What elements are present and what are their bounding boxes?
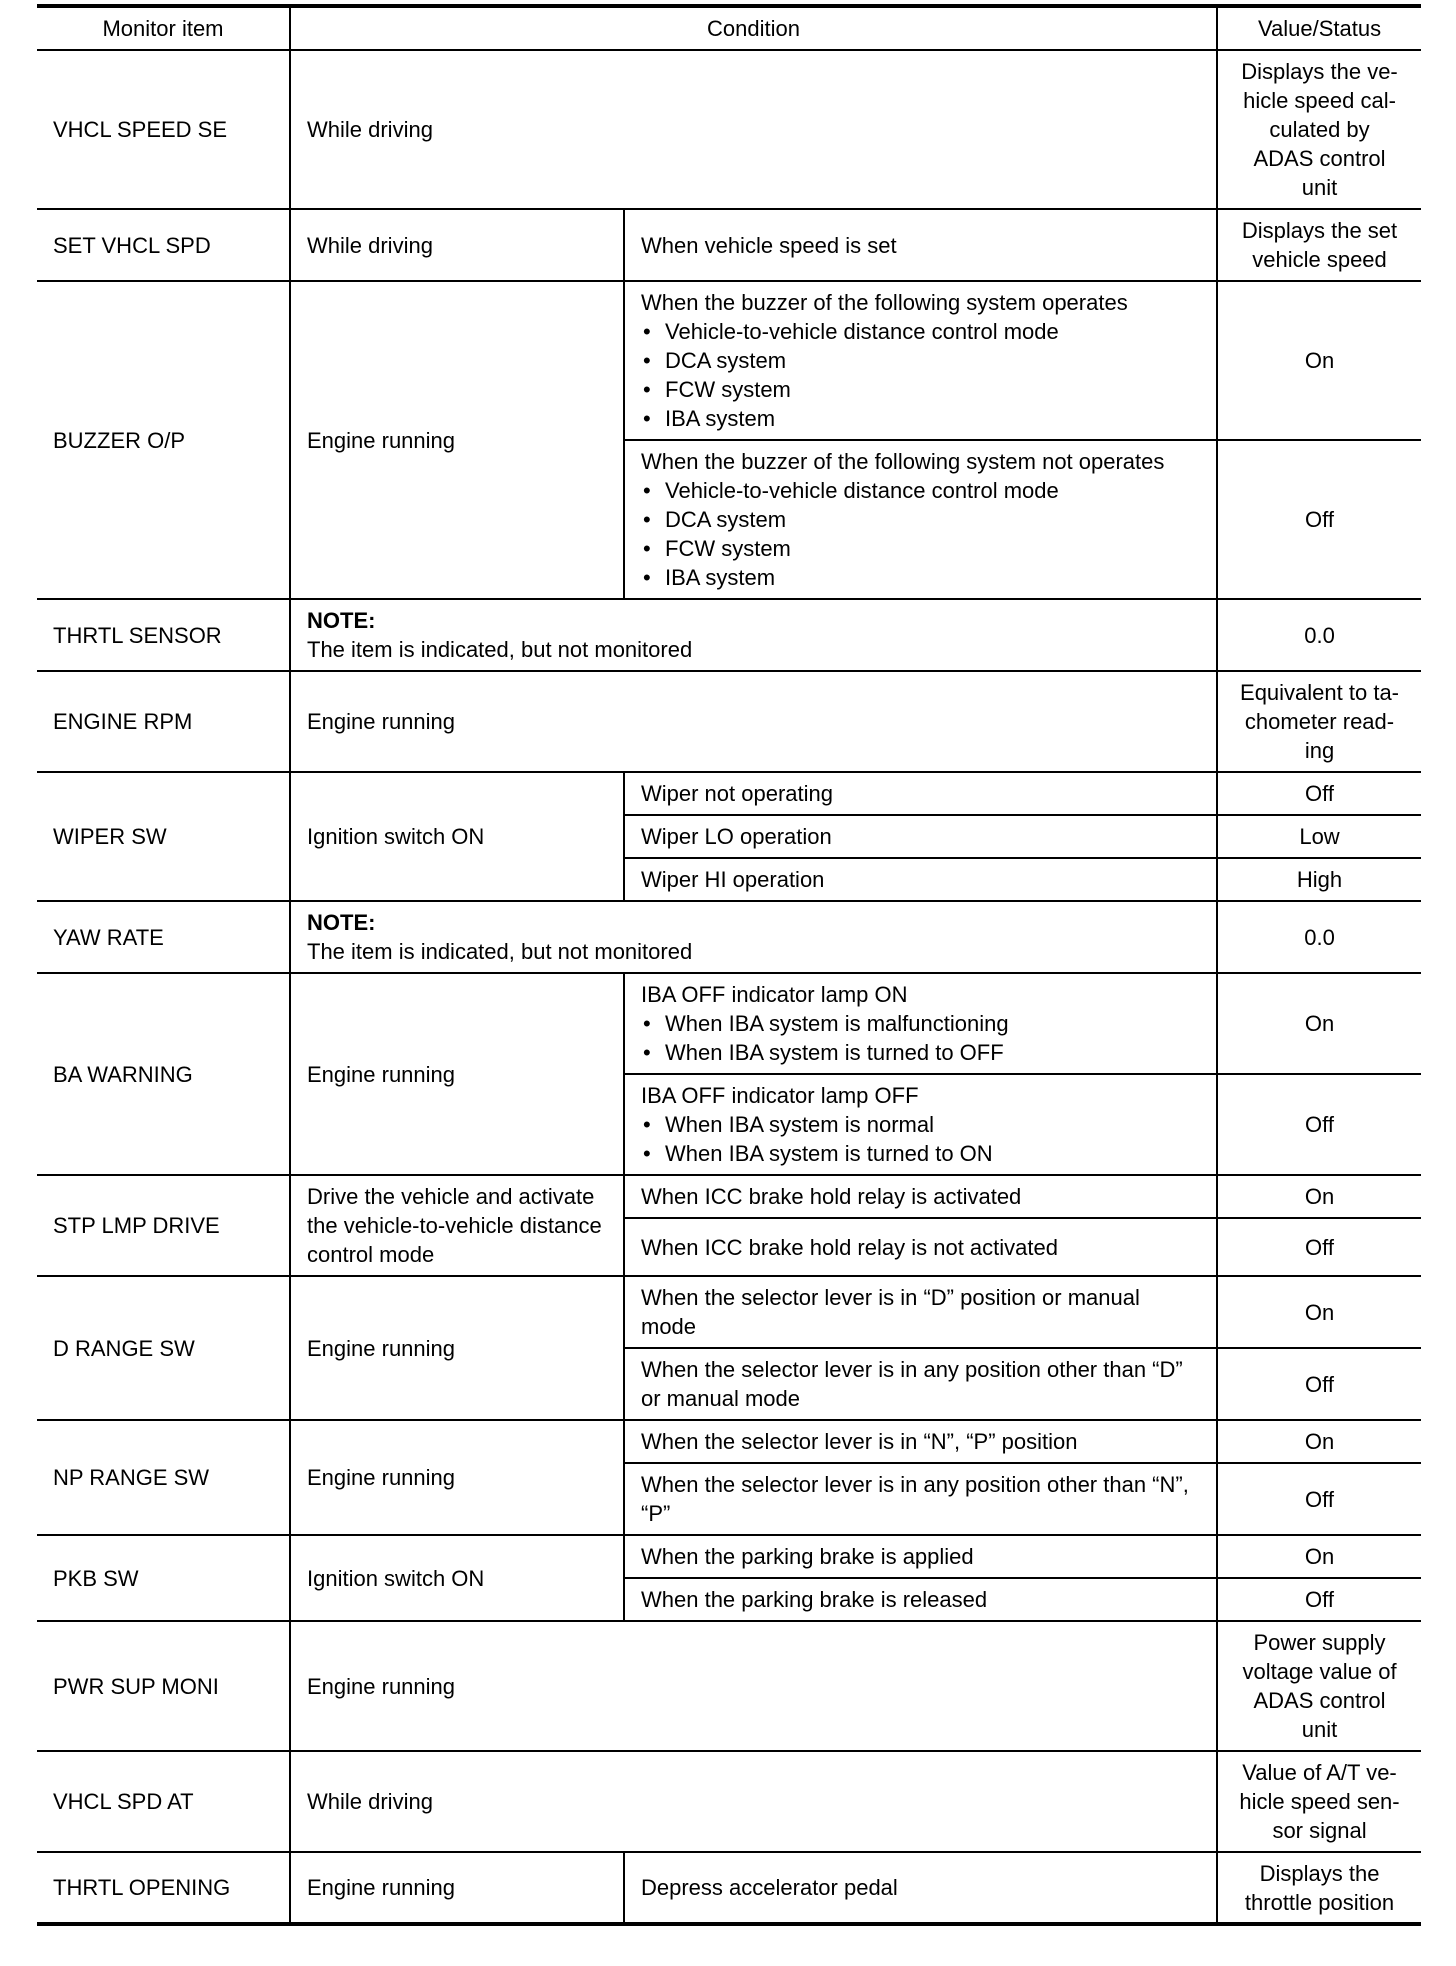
sub-condition: Wiper not operating [624, 772, 1217, 815]
text-line: Power supply [1253, 1630, 1386, 1655]
bullet-icon: • [643, 377, 651, 402]
text-line: hicle speed cal- [1243, 88, 1396, 113]
monitor-item: D RANGE SW [37, 1276, 290, 1420]
bullet-item [641, 346, 1204, 375]
value-status: Off [1217, 1578, 1421, 1621]
sub-condition: When ICC brake hold relay is not activated [624, 1218, 1217, 1276]
value-status: Off [1217, 1348, 1421, 1420]
text-line: When the selector lever is in any position other than “D” [641, 1357, 1183, 1382]
monitor-item: YAW RATE [37, 901, 290, 973]
condition-lead: When the buzzer of the following system operates [641, 290, 1128, 315]
condition-note [290, 599, 1217, 671]
monitor-item: BUZZER O/P [37, 281, 290, 599]
monitor-table-sheet [37, 4, 1421, 1926]
bullet-item [641, 1009, 1204, 1038]
table-row [37, 1621, 1421, 1751]
bullet-icon: • [643, 1141, 651, 1166]
monitor-item: VHCL SPD AT [37, 1751, 290, 1852]
value-status: Off [1217, 1218, 1421, 1276]
bullet-text: Vehicle-to-vehicle distance control mode [665, 478, 1059, 503]
value-status [1217, 50, 1421, 209]
bullet-text: IBA system [665, 406, 776, 431]
text-line: Displays the set [1241, 218, 1398, 243]
text-line: vehicle speed [1252, 247, 1387, 272]
sub-condition: Wiper LO operation [624, 815, 1217, 858]
text-line: unit [1301, 1717, 1338, 1742]
bullet-icon: • [643, 1040, 651, 1065]
bullet-list [641, 317, 1204, 433]
sub-condition: Wiper HI operation [624, 858, 1217, 901]
bullet-item [641, 1038, 1204, 1067]
condition: While driving [290, 209, 624, 281]
sub-condition [624, 1276, 1217, 1348]
note-text: The item is indicated, but not monitored [307, 637, 693, 662]
bullet-text: When IBA system is turned to OFF [665, 1040, 1004, 1065]
note-text: The item is indicated, but not monitored [307, 939, 693, 964]
table-row [37, 1751, 1421, 1852]
monitor-item: NP RANGE SW [37, 1420, 290, 1535]
text-line: ADAS control [1253, 146, 1386, 171]
text-line: control mode [307, 1242, 435, 1267]
table-row [37, 1420, 1421, 1463]
bullet-list [641, 476, 1204, 592]
bullet-text: When IBA system is malfunctioning [665, 1011, 1009, 1036]
sub-condition [624, 973, 1217, 1074]
text-line: or manual mode [641, 1386, 800, 1411]
value-status: Off [1217, 1074, 1421, 1175]
bullet-item [641, 317, 1204, 346]
text-line: sor signal [1272, 1818, 1367, 1843]
bullet-item [641, 404, 1204, 433]
table-row [37, 772, 1421, 815]
table-row [37, 973, 1421, 1074]
sub-condition: When the selector lever is in “N”, “P” position [624, 1420, 1217, 1463]
bullet-text: FCW system [665, 377, 791, 402]
text-line: Displays the [1259, 1860, 1380, 1886]
monitor-item: PWR SUP MONI [37, 1621, 290, 1751]
value-status [1217, 671, 1421, 772]
condition-note [290, 901, 1217, 973]
monitor-item-table [37, 4, 1421, 1926]
sub-condition: When ICC brake hold relay is activated [624, 1175, 1217, 1218]
condition: Engine running [290, 671, 1217, 772]
text-line: Equivalent to ta- [1240, 680, 1399, 705]
text-line: “P” [641, 1501, 671, 1526]
condition: Engine running [290, 1852, 624, 1924]
table-row [37, 599, 1421, 671]
bullet-item [641, 505, 1204, 534]
monitor-item: PKB SW [37, 1535, 290, 1621]
bullet-icon: • [643, 536, 651, 561]
table-row [37, 901, 1421, 973]
table-row [37, 1175, 1421, 1218]
condition: While driving [290, 1751, 1217, 1852]
bullet-icon: • [643, 565, 651, 590]
value-status: On [1217, 1535, 1421, 1578]
text-line: Value of A/T ve- [1242, 1760, 1397, 1785]
bullet-item [641, 1110, 1204, 1139]
value-status: Low [1217, 815, 1421, 858]
sub-condition [624, 440, 1217, 599]
sub-condition [624, 1348, 1217, 1420]
condition: While driving [290, 50, 1217, 209]
monitor-item: VHCL SPEED SE [37, 50, 290, 209]
table-row [37, 209, 1421, 281]
value-status: On [1217, 1276, 1421, 1348]
condition [290, 1175, 624, 1276]
bullet-item [641, 375, 1204, 404]
value-status: On [1217, 281, 1421, 440]
value-status: 0.0 [1217, 901, 1421, 973]
bullet-icon: • [643, 348, 651, 373]
text-line: mode [641, 1314, 697, 1339]
bullet-list [641, 1110, 1204, 1168]
monitor-item: WIPER SW [37, 772, 290, 901]
bullet-text: Vehicle-to-vehicle distance control mode [665, 319, 1059, 344]
sub-condition: When vehicle speed is set [624, 209, 1217, 281]
text-line: When the selector lever is in any position other than “N”, [641, 1472, 1189, 1497]
table-row [37, 281, 1421, 440]
bullet-icon: • [643, 1112, 651, 1137]
table-row [37, 1276, 1421, 1348]
condition: Engine running [290, 281, 624, 599]
condition-lead: IBA OFF indicator lamp OFF [641, 1083, 919, 1108]
bullet-icon: • [643, 319, 651, 344]
bullet-item [641, 476, 1204, 505]
header-condition: Condition [290, 6, 1217, 50]
condition: Ignition switch ON [290, 772, 624, 901]
text-line: voltage value of [1242, 1659, 1397, 1684]
sub-condition [624, 1463, 1217, 1535]
text-line: the vehicle-to-vehicle distance [307, 1213, 602, 1238]
note-title: NOTE: [307, 608, 376, 633]
monitor-item: BA WARNING [37, 973, 290, 1175]
text-line: hicle speed sen- [1239, 1789, 1400, 1814]
bullet-item [641, 534, 1204, 563]
condition: Engine running [290, 1420, 624, 1535]
text-line: ing [1304, 738, 1335, 763]
text-line: chometer read- [1244, 709, 1395, 734]
note-title: NOTE: [307, 910, 376, 935]
bullet-icon: • [643, 1011, 651, 1036]
value-status: On [1217, 973, 1421, 1074]
bullet-text: FCW system [665, 536, 791, 561]
table-row [37, 50, 1421, 209]
monitor-item: THRTL OPENING [37, 1852, 290, 1924]
bullet-text: When IBA system is turned to ON [665, 1141, 993, 1166]
value-status: 0.0 [1217, 599, 1421, 671]
condition: Engine running [290, 1276, 624, 1420]
bullet-item [641, 563, 1204, 592]
text-line: Drive the vehicle and activate [307, 1184, 595, 1209]
monitor-item: STP LMP DRIVE [37, 1175, 290, 1276]
value-status: High [1217, 858, 1421, 901]
condition-lead: When the buzzer of the following system not operates [641, 449, 1165, 474]
table-header-row [37, 6, 1421, 50]
bullet-icon: • [643, 406, 651, 431]
text-line: Displays the ve- [1241, 59, 1398, 84]
condition: Ignition switch ON [290, 1535, 624, 1621]
bullet-icon: • [643, 507, 651, 532]
sub-condition [624, 1074, 1217, 1175]
bullet-text: DCA system [665, 507, 787, 532]
text-line: When the selector lever is in “D” position or manual [641, 1285, 1140, 1310]
table-row [37, 671, 1421, 772]
value-status [1217, 1751, 1421, 1852]
sub-condition: Depress accelerator pedal [624, 1852, 1217, 1924]
sub-condition: When the parking brake is released [624, 1578, 1217, 1621]
bullet-icon: • [643, 478, 651, 503]
condition: Engine running [290, 973, 624, 1175]
condition-lead: IBA OFF indicator lamp ON [641, 982, 908, 1007]
header-monitor-item: Monitor item [37, 6, 290, 50]
bullet-item [641, 1139, 1204, 1168]
header-value-status: Value/Status [1217, 6, 1421, 50]
value-status: Off [1217, 772, 1421, 815]
table-row [37, 1535, 1421, 1578]
value-status: Off [1217, 440, 1421, 599]
value-status: On [1217, 1420, 1421, 1463]
value-status [1217, 209, 1421, 281]
text-line: unit [1301, 175, 1338, 200]
bullet-text: DCA system [665, 348, 787, 373]
value-status [1217, 1621, 1421, 1751]
monitor-item: SET VHCL SPD [37, 209, 290, 281]
bullet-text: IBA system [665, 565, 776, 590]
text-line: culated by [1269, 117, 1370, 142]
condition: Engine running [290, 1621, 1217, 1751]
value-status: Off [1217, 1463, 1421, 1535]
text-line: throttle position [1244, 1889, 1395, 1915]
table-row [37, 1852, 1421, 1924]
monitor-item: ENGINE RPM [37, 671, 290, 772]
monitor-item: THRTL SENSOR [37, 599, 290, 671]
value-status [1217, 1852, 1421, 1924]
text-line: ADAS control [1253, 1688, 1386, 1713]
sub-condition [624, 281, 1217, 440]
sub-condition: When the parking brake is applied [624, 1535, 1217, 1578]
value-status: On [1217, 1175, 1421, 1218]
bullet-list [641, 1009, 1204, 1067]
bullet-text: When IBA system is normal [665, 1112, 934, 1137]
